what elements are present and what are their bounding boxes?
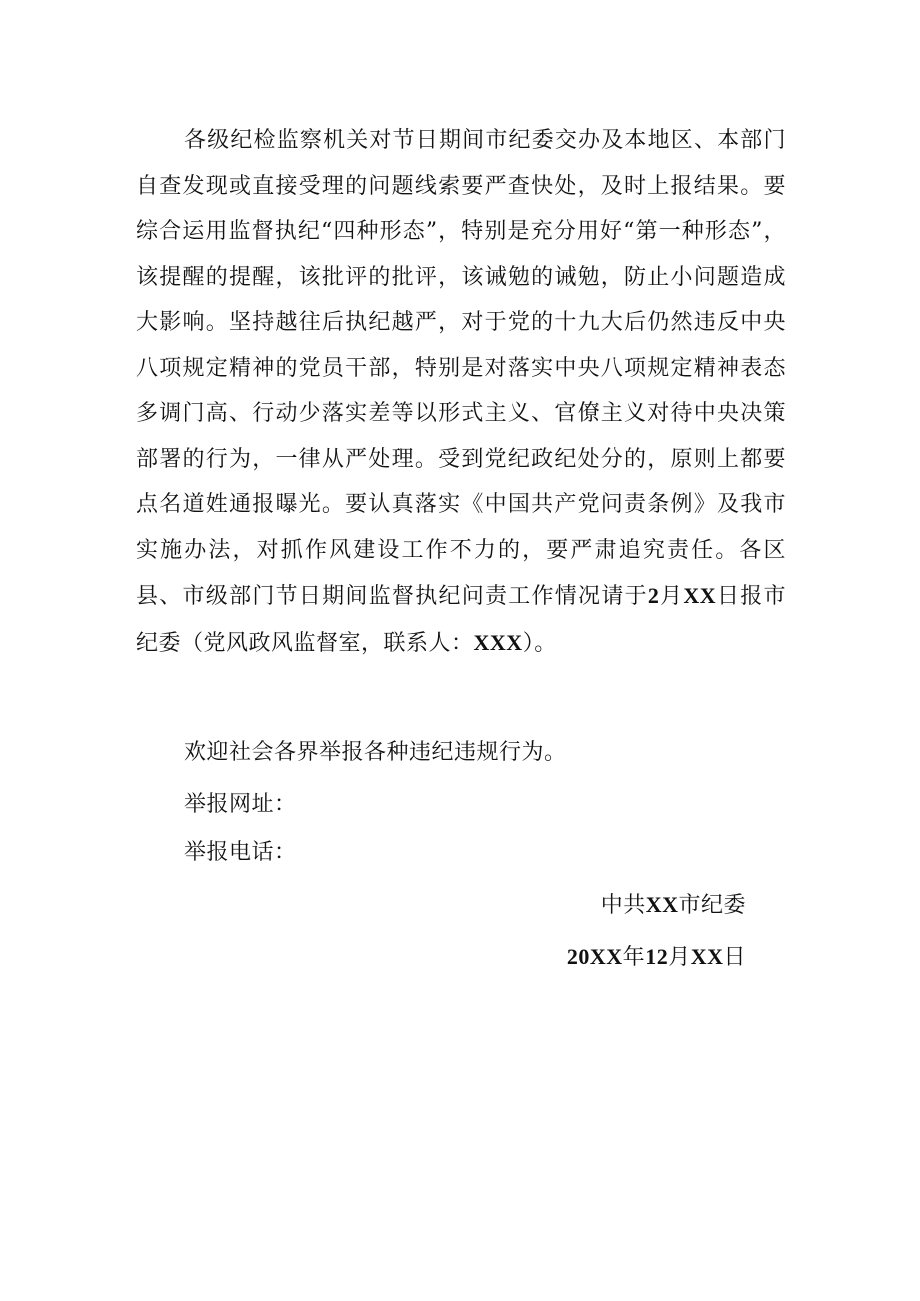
body-paragraph: [136, 118, 786, 666]
report-phone-label: 举报电话：: [184, 840, 297, 865]
org-prefix: 中共: [600, 893, 646, 918]
paragraph-text-part3: ）。: [522, 630, 557, 656]
org-suffix: 市纪委: [678, 893, 746, 918]
paragraph-contact-name: XXX: [473, 629, 523, 655]
date-day-unit: 日: [723, 945, 746, 970]
date-month: 12: [645, 944, 669, 969]
date-month-unit: 月: [668, 945, 691, 970]
paragraph-month-number: 2: [647, 583, 660, 608]
paragraph-month-unit: 月: [659, 584, 684, 609]
paragraph-text-part1: 各级纪检监察机关对节日期间市纪委交办及本地区、本部门自查发现或直接受理的问题线索要严查快处，及时上报结果。要综合运用监督执纪“四种形态”，特别是充分用好“第一种形态”，该提醒的提醒，该批评的批评，该诫勉的诫勉，防止小问题造成大影响。坚持越往后执纪越严，对于党的十九大后仍然违反中央八项规定精神的党员干部，特别是对落实中央八项规定精神表态多调门高、行动少落实差等以形式主义、官僚主义对待中央决策部署的行为，一律从严处理。受到党纪政纪处分的，原则上都要点名道姓通报曝光。要认真落实《中国共产党问责条例》及我市实施办法，对抓作风建设工作不力的，要严肃追究责任。各区县、市级部门节日期间监督执纪问责工作情况请于: [136, 128, 786, 609]
org-code: XX: [645, 892, 679, 917]
date-day: XX: [690, 944, 724, 969]
report-url-label: 举报网址：: [184, 792, 297, 817]
signature-organization: [601, 890, 746, 921]
paragraph-text-part2: 日报市纪委（党风政风监督室，联系人：: [136, 584, 786, 656]
signature-date: [567, 942, 746, 973]
date-year-unit: 年: [622, 945, 646, 970]
paragraph-day-number: XX: [683, 583, 717, 608]
date-year: 20XX: [566, 944, 623, 969]
welcome-line: 欢迎社会各界举报各种违纪违规行为。: [184, 740, 567, 765]
